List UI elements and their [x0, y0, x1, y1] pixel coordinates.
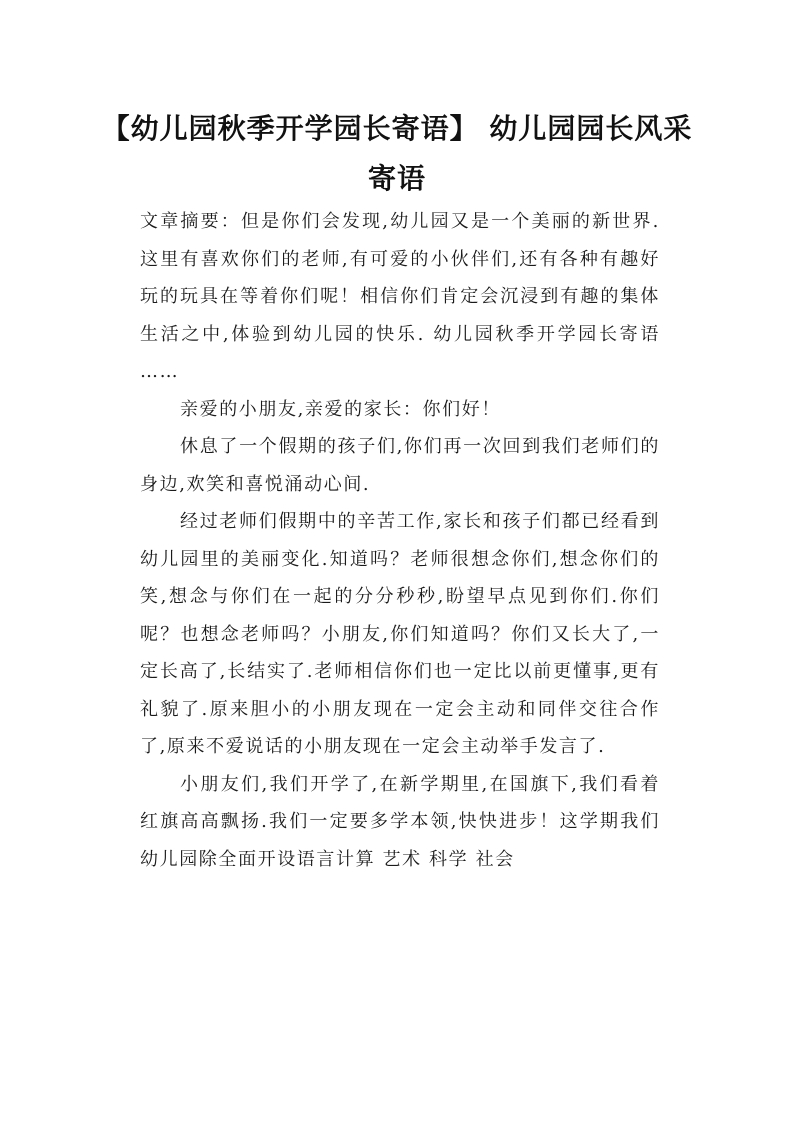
document-body	[140, 203, 660, 878]
body-paragraph: 休息了一个假期的孩子们,你们再一次回到我们老师们的身边,欢笑和喜悦涌动心间.	[140, 436, 660, 495]
greeting-paragraph: 亲爱的小朋友,亲爱的家长：你们好！	[180, 398, 501, 420]
body-paragraph: 小朋友们,我们开学了,在新学期里,在国旗下,我们看着红旗高高飘扬.我们一定要多学本领,快快进步！这学期我们幼儿园除全面开设语言计算 艺术 科学 社会	[140, 773, 660, 870]
document-title: 【幼儿园秋季开学园长寄语】 幼儿园园长风采寄语	[101, 112, 693, 195]
abstract-paragraph: 文章摘要：但是你们会发现,幼儿园又是一个美丽的新世界.这里有喜欢你们的老师,有可爱的小伙伴们,还有各种有趣好玩的玩具在等着你们呢！相信你们肯定会沉浸到有趣的集体生活之中,体验到幼儿园的快乐. 幼儿园秋季开学园长寄语 ……	[140, 211, 660, 382]
body-paragraph: 经过老师们假期中的辛苦工作,家长和孩子们都已经看到幼儿园里的美丽变化.知道吗？老师很想念你们,想念你们的笑,想念与你们在一起的分分秒秒,盼望早点见到你们.你们呢？也想念老师吗？小朋友,你们知道吗？你们又长大了,一定长高了,长结实了.老师相信你们也一定比以前更懂事,更有礼貌了.原来胆小的小朋友现在一定会主动和同伴交往合作了,原来不爱说话的小朋友现在一定会主动举手发言了.	[140, 511, 660, 757]
